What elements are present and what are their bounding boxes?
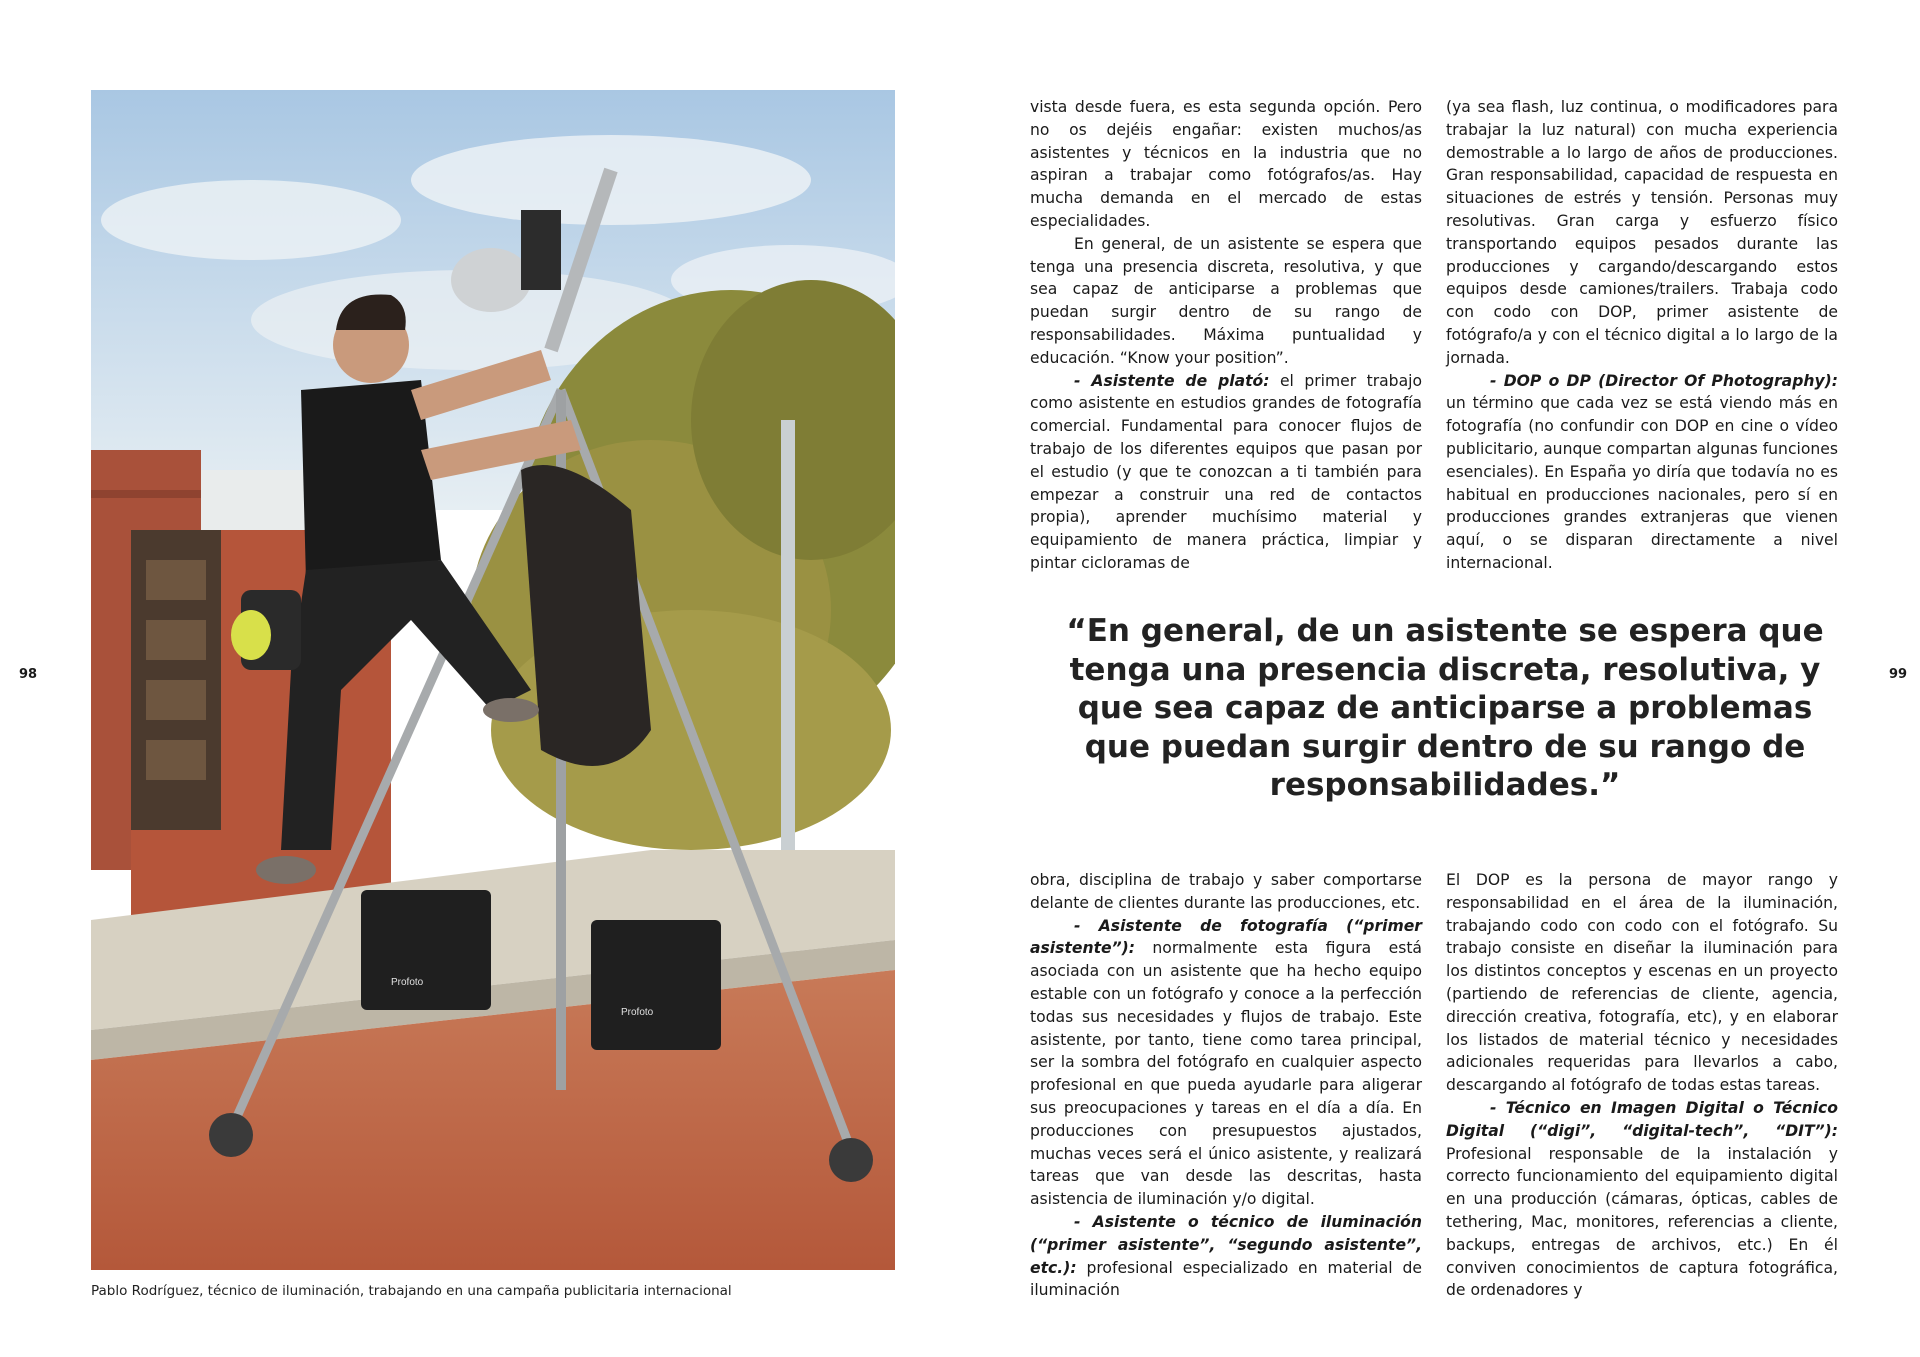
- text-column-3: [1030, 869, 1422, 1302]
- paragraph: [1446, 1097, 1838, 1302]
- text-column-1: [1030, 96, 1422, 575]
- page-number-right: 99: [1889, 667, 1908, 682]
- term-body: Profesional responsable de la instalación y correcto funcionamiento del equipamiento digital en una producción (cámaras, ópticas, cables de tethering, Mac, monitores, referencias a cliente, backups, entregas de archivos, etc.) En él conviven conocimientos de captura fotográfica, de ordenadores y: [1446, 1144, 1838, 1300]
- text-column-2: [1446, 96, 1838, 575]
- paragraph: En general, de un asistente se espera que tenga una presencia discreta, resolutiva, y que sea capaz de anticiparse a problemas que puedan surgir dentro de su rango de responsabilidades. Máxima puntualidad y educación. “Know your position”.: [1030, 234, 1422, 367]
- term-heading: - Asistente de fotografía (“primer asistente”):: [1030, 916, 1422, 958]
- paragraph: [1030, 1211, 1422, 1302]
- term-heading: - Técnico en Imagen Digital o Técnico Digital (“digi”, “digital-tech”, “DIT”):: [1446, 1098, 1838, 1140]
- pull-quote: “En general, de un asistente se espera que tenga una presencia discreta, resolutiva, y que sea capaz de anticiparse a problemas que puedan surgir dentro de su rango de responsabilidades.”: [1066, 613, 1824, 803]
- pack-brand-label-1: Profoto: [391, 977, 424, 988]
- paragraph: vista desde fuera, es esta segunda opción. Pero no os dejéis engañar: existen muchos/as asistentes y técnicos en la industria que no aspiran a trabajar como fotógrafos/as. Hay mucha demanda en el mercado de estas especialidades.: [1030, 98, 1422, 230]
- page-number-left: 98: [19, 667, 38, 682]
- term-heading: - Asistente o técnico de iluminación (“primer asistente”, “segundo asistente”, etc.):: [1030, 1212, 1422, 1277]
- paragraph: [1030, 370, 1422, 575]
- term-body: normalmente esta figura está asociada con un asistente que ha hecho equipo estable con un fotógrafo y conoce a la perfección todas sus necesidades y flujos de trabajo. Este asistente, por tanto, tiene como tarea principal, ser la sombra del fotógrafo en cualquier aspecto profesional en que pueda ayudarle para aligerar sus preocupaciones y tareas en el día a día. En producciones con presupuestos ajustados, muchas veces será el único asistente, y realizará tareas que van desde las descritas, hasta asistencia de iluminación y/o digital.: [1030, 939, 1422, 1209]
- paragraph: El DOP es la persona de mayor rango y responsabilidad en el área de la iluminación, trabajando codo con codo con el fotógrafo. Su trabajo consiste en diseñar la iluminación para los distintos conceptos y escenas en un proyecto (partiendo de referencias de cliente, agencia, dirección creativa, fotografía, etc), y en elaborar los listados de material técnico y necesidades adicionales requeridas para llevarlos a cabo, descargando al fotógrafo de todas estas tareas.: [1446, 871, 1838, 1095]
- paragraph: obra, disciplina de trabajo y saber comportarse delante de clientes durante las producciones, etc.: [1030, 871, 1422, 912]
- paragraph: [1030, 915, 1422, 1211]
- term-body: un término que cada vez se está viendo más en fotografía (no confundir con DOP en cine o vídeo publicitario, aunque compartan algunas funciones esenciales). En España yo diría que todavía no es habitual en producciones nacionales, pero sí en producciones grandes extranjeras que vienen aquí, o se disparan directamente a nivel internacional.: [1446, 394, 1838, 572]
- text-column-4: [1446, 869, 1838, 1302]
- pack-brand-label-2: Profoto: [621, 1007, 654, 1018]
- paragraph: [1446, 370, 1838, 575]
- term-heading: - Asistente de plató:: [1074, 371, 1270, 390]
- term-body: profesional especializado en material de iluminación: [1030, 1258, 1422, 1300]
- photo-caption: Pablo Rodríguez, técnico de iluminación, trabajando en una campaña publicitaria internacional: [91, 1283, 732, 1299]
- term-heading: - DOP o DP (Director Of Photography):: [1490, 371, 1838, 390]
- term-body: el primer trabajo como asistente en estudios grandes de fotografía comercial. Fundamental para conocer flujos de trabajo de los diferentes equipos que pasan por el estudio (y que te conozcan a ti también para empezar a construir una red de contactos propia), aprender muchísimo material y equipamiento de manera práctica, limpiar y pintar cicloramas de: [1030, 371, 1422, 572]
- article-photo: [91, 90, 895, 1270]
- paragraph: (ya sea flash, luz continua, o modificadores para trabajar la luz natural) con mucha experiencia demostrable a lo largo de años de producciones. Gran responsabilidad, capacidad de respuesta en situaciones de estrés y tensión. Personas muy resolutivas. Gran carga y esfuerzo físico transportando equipos pesados durante las producciones y cargando/descargando estos equipos desde camiones/trailers. Trabaja codo con codo con DOP, primer asistente de fotógrafo/a y con el técnico digital a lo largo de la jornada.: [1446, 98, 1838, 367]
